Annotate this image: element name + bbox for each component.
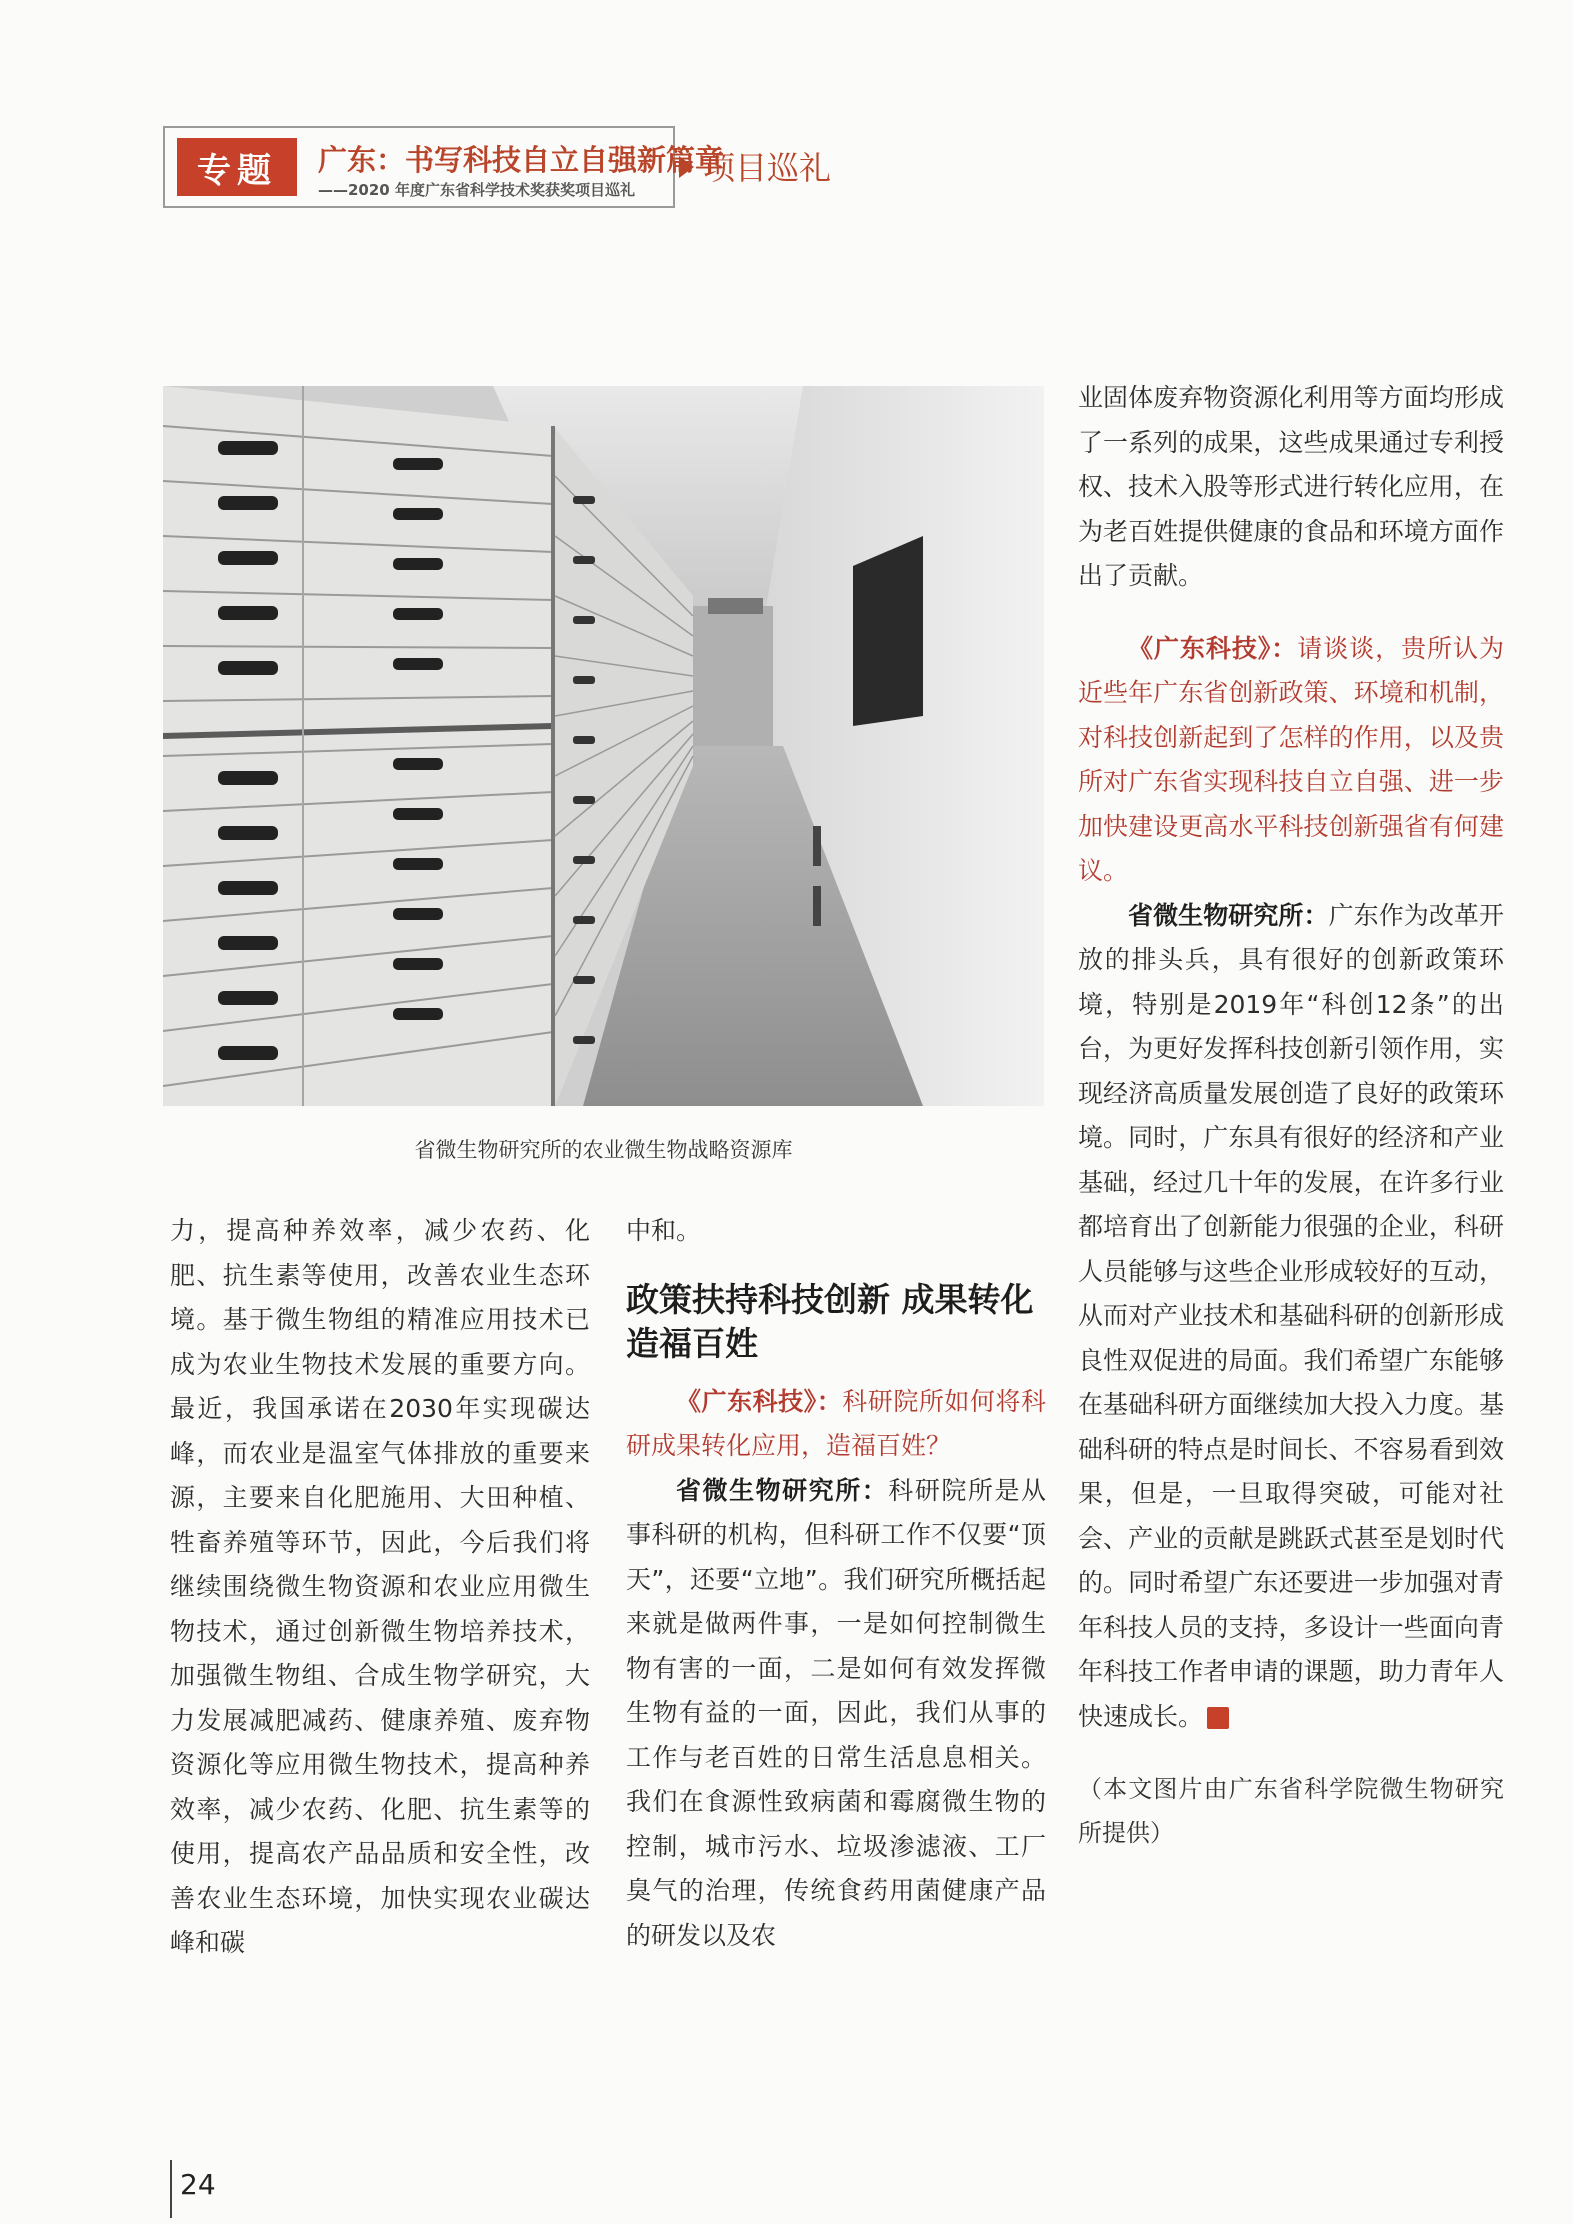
cabinet-aisle-illustration bbox=[163, 386, 1044, 1106]
article-column-3 bbox=[1078, 376, 1504, 1855]
answer-text: 广东作为改革开放的排头兵，具有很好的创新政策环境，特别是2019年“科创12条”的出台，为更好发挥科技创新引领作用，实现经济高质量发展创造了良好的政策环境。同时，广东具有很好的经济和产业基础，经过几十年的发展，在许多行业都培育出了创新能力很强的企业，科研人员能够与这些企业形成较好的互动，从而对产业技术和基础科研的创新形成良性双促进的局面。我们希望广东能够在基础科研方面继续加大投入力度。基础科研的特点是时间长、不容易看到效果，但是，一旦取得突破，可能对社会、产业的贡献是跳跃式甚至是划时代的。同时希望广东还要进一步加强对青年科技人员的支持，多设计一些面向青年科技工作者申请的课题，助力青年人快速成长。 bbox=[1078, 900, 1504, 1731]
arrow-right-icon bbox=[679, 156, 694, 178]
question-text: 科研院所如何将科研成果转化应用，造福百姓？ bbox=[626, 1386, 1046, 1460]
question-text: 请谈谈，贵所认为近些年广东省创新政策、环境和机制，对科技创新起到了怎样的作用，以及贵所对广东省实现科技自立自强、进一步加快建设更高水平科技创新强省有何建议。 bbox=[1078, 633, 1504, 885]
photo-credit: （本文图片由广东省科学院微生物研究所提供） bbox=[1078, 1775, 1504, 1847]
section-tag: 专题 bbox=[177, 138, 297, 196]
question-lead: 《广东科技》： bbox=[1128, 633, 1298, 663]
answer-lead: 省微生物研究所： bbox=[676, 1475, 889, 1505]
body-paragraph: 中和。 bbox=[626, 1216, 702, 1245]
answer-lead: 省微生物研究所： bbox=[1128, 900, 1329, 930]
resource-library-photo bbox=[163, 386, 1044, 1106]
end-mark-icon bbox=[1207, 1707, 1229, 1729]
interview-question bbox=[626, 1380, 1046, 1469]
article-column-2 bbox=[626, 1209, 1046, 1958]
header-title: 广东：书写科技自立自强新篇章 bbox=[318, 143, 725, 177]
answer-text: 科研院所是从事科研的机构，但科研工作不仅要“顶天”，还要“立地”。我们研究所概括起来就是做两件事，一是如何控制微生物有害的一面，二是如何有效发挥微生物有益的一面，因此，我们从事的工作与老百姓的日常生活息息相关。我们在食源性致病菌和霉腐微生物的控制，城市污水、垃圾渗滤液、工厂臭气的治理，传统食药用菌健康产品的研发以及农 bbox=[626, 1475, 1046, 1950]
question-lead: 《广东科技》： bbox=[676, 1386, 843, 1416]
article-column-1 bbox=[170, 1209, 590, 1966]
page-number: 24 bbox=[180, 2168, 216, 2201]
interview-answer bbox=[626, 1469, 1046, 1959]
interview-answer bbox=[1078, 894, 1504, 1740]
body-paragraph: 力，提高种养效率，减少农药、化肥、抗生素等使用，改善农业生态环境。基于微生物组的精准应用技术已成为农业生物技术发展的重要方向。最近，我国承诺在2030年实现碳达峰，而农业是温室气体排放的重要来源，主要来自化肥施用、大田种植、牲畜养殖等环节，因此，今后我们将继续围绕微生物资源和农业应用微生物技术，通过创新微生物培养技术，加强微生物组、合成生物学研究，大力发展减肥减药、健康养殖、废弃物资源化等应用微生物技术，提高种养效率，减少农药、化肥、抗生素等的使用，提高农产品品质和安全性，改善农业生态环境，加快实现农业碳达峰和碳 bbox=[170, 1216, 590, 1957]
photo-caption: 省微生物研究所的农业微生物战略资源库 bbox=[414, 1138, 793, 1162]
section-heading: 政策扶持科技创新 成果转化造福百姓 bbox=[626, 1279, 1034, 1363]
interview-question bbox=[1078, 627, 1504, 894]
header-subtitle: ——2020 年度广东省科学技术奖获奖项目巡礼 bbox=[318, 181, 635, 199]
section-name: 项目巡礼 bbox=[703, 149, 832, 187]
body-paragraph: 业固体废弃物资源化利用等方面均形成了一系列的成果，这些成果通过专利授权、技术入股等形式进行转化应用，在为老百姓提供健康的食品和环境方面作出了贡献。 bbox=[1078, 383, 1504, 590]
page-number-rule bbox=[170, 2160, 172, 2218]
